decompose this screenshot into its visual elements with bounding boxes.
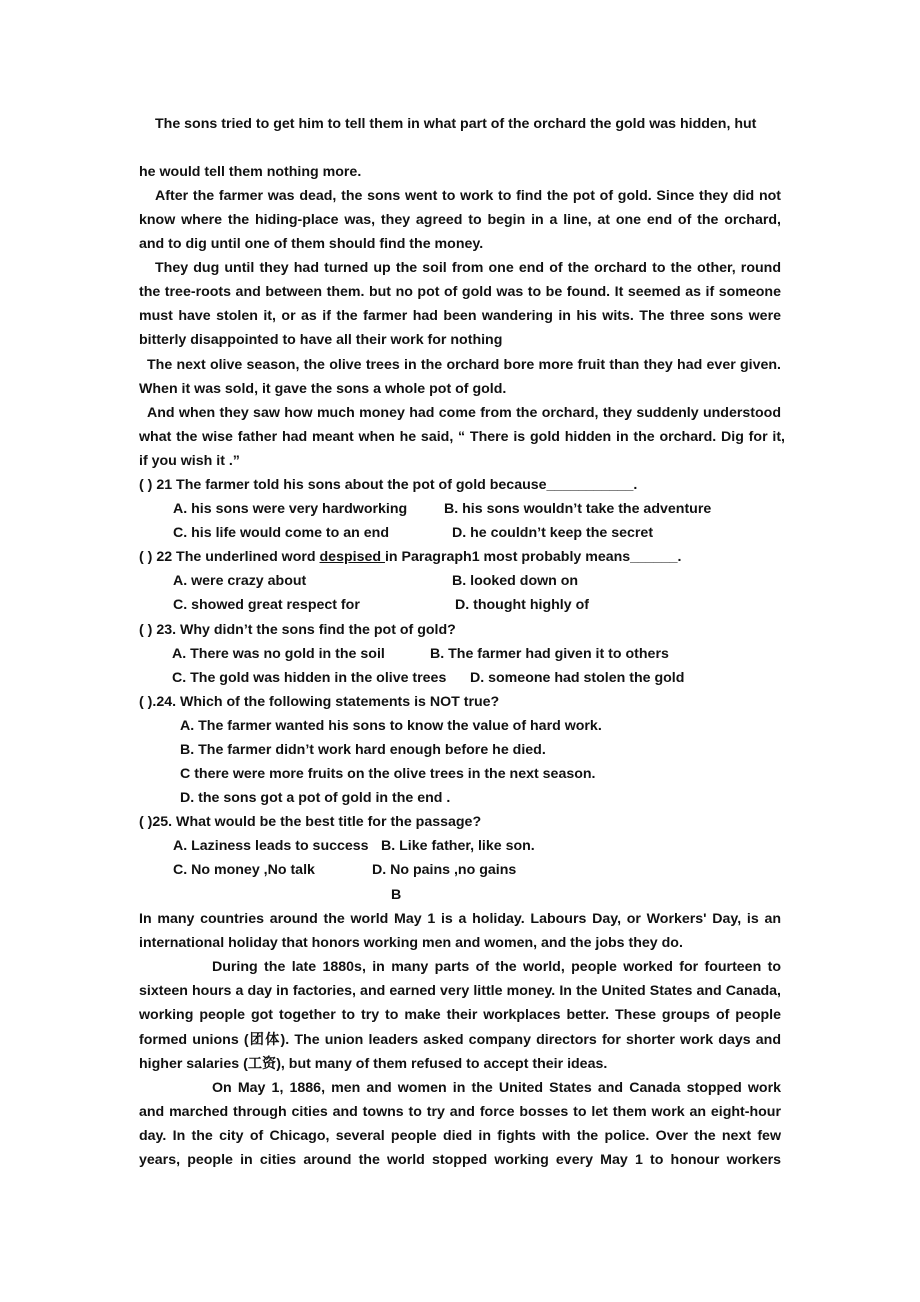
passage-b-line: On May 1, 1886, men and women in the United States and Canada stopped work (212, 1080, 781, 1096)
underlined-word: despised (319, 549, 385, 565)
option-c: C. showed great respect for (173, 597, 360, 613)
passage-a-line: he would tell them nothing more. (139, 164, 362, 180)
passage-a-line: The sons tried to get him to tell them in what part of the orchard the gold was hidden, hut (155, 116, 757, 132)
option-d: D. someone had stolen the gold (470, 670, 685, 686)
passage-b-line: higher salaries (工资), but many of them refused to accept their ideas. (139, 1056, 608, 1072)
passage-a-line: must have stolen it, or as if the farmer had been wandering in his wits. The three sons were (139, 308, 781, 324)
passage-b-line: international holiday that honors working men and women, and the jobs they do. (139, 935, 683, 951)
passage-a-line: know where the hiding-place was, they agreed to begin in a line, at one end of the orchard, (139, 212, 781, 228)
option-d: D. thought highly of (455, 597, 589, 613)
passage-a-line: After the farmer was dead, the sons went to work to find the pot of gold. Since they did not (155, 188, 781, 204)
option-a: A. The farmer wanted his sons to know the value of hard work. (180, 718, 602, 734)
passage-b-line: day. In the city of Chicago, several people died in fights with the police. Over the next few (139, 1128, 781, 1144)
passage-a-line: They dug until they had turned up the soil from one end of the orchard to the other, round (155, 260, 781, 276)
question-stem: ( )25. What would be the best title for the passage? (139, 814, 482, 830)
option-c: C. No money ,No talk (173, 862, 315, 878)
option-d: D. he couldn’t keep the secret (452, 525, 654, 541)
passage-b-line: formed unions (团体). The union leaders asked company directors for shorter work days and (139, 1032, 781, 1048)
question-stem: ( ) 21 The farmer told his sons about the pot of gold because___________. (139, 477, 638, 493)
option-a: A. Laziness leads to success (173, 838, 369, 854)
option-d: D. the sons got a pot of gold in the end . (180, 790, 451, 806)
passage-a-line: bitterly disappointed to have all their work for nothing (139, 332, 503, 348)
option-a: A. There was no gold in the soil (172, 646, 385, 662)
question-stem-text: ( ) 22 The underlined word (139, 549, 320, 565)
question-stem: ( ) 23. Why didn’t the sons find the pot of gold? (139, 622, 456, 638)
passage-b-line: years, people in cities around the world stopped working every May 1 to honour workers (139, 1152, 781, 1168)
passage-a-line: And when they saw how much money had come from the orchard, they suddenly understood (147, 405, 781, 421)
passage-b-line: During the late 1880s, in many parts of the world, people worked for fourteen to (212, 959, 781, 975)
option-b: B. The farmer didn’t work hard enough before he died. (180, 742, 546, 758)
option-a: A. his sons were very hardworking (173, 501, 408, 517)
question-stem (139, 547, 681, 567)
option-b: B. his sons wouldn’t take the adventure (444, 501, 712, 517)
option-c: C. his life would come to an end (173, 525, 389, 541)
passage-a-line: the tree-roots and between them. but no pot of gold was to be found. It seemed as if someone (139, 284, 781, 300)
passage-b-line: working people got together to try to make their workplaces better. These groups of people (139, 1007, 781, 1023)
option-a: A. were crazy about (173, 573, 307, 589)
option-d: D. No pains ,no gains (372, 862, 517, 878)
option-b: B. looked down on (452, 573, 579, 589)
passage-b-line: In many countries around the world May 1 is a holiday. Labours Day, or Workers' Day, is an (139, 911, 781, 927)
passage-a-line: if you wish it .” (139, 453, 240, 469)
option-c: C there were more fruits on the olive trees in the next season. (180, 766, 596, 782)
passage-a-line: When it was sold, it gave the sons a whole pot of gold. (139, 381, 507, 397)
passage-a-line: what the wise father had meant when he said, “ There is gold hidden in the orchard. Dig for it, (139, 429, 785, 445)
passage-b-line: sixteen hours a day in factories, and earned very little money. In the United States and Canada, (139, 983, 781, 999)
option-c: C. The gold was hidden in the olive trees (172, 670, 447, 686)
option-b: B. Like father, like son. (381, 838, 535, 854)
section-heading: B (391, 887, 402, 903)
passage-b-line: and marched through cities and towns to try and force bosses to let them work an eight-hour (139, 1104, 781, 1120)
passage-a-line: and to dig until one of them should find the money. (139, 236, 484, 252)
option-b: B. The farmer had given it to others (430, 646, 669, 662)
question-stem: ( ).24. Which of the following statements is NOT true? (139, 694, 500, 710)
passage-a-line: The next olive season, the olive trees in the orchard bore more fruit than they had ever given. (147, 357, 781, 373)
question-stem-text: in Paragraph1 most probably means______. (384, 549, 682, 565)
